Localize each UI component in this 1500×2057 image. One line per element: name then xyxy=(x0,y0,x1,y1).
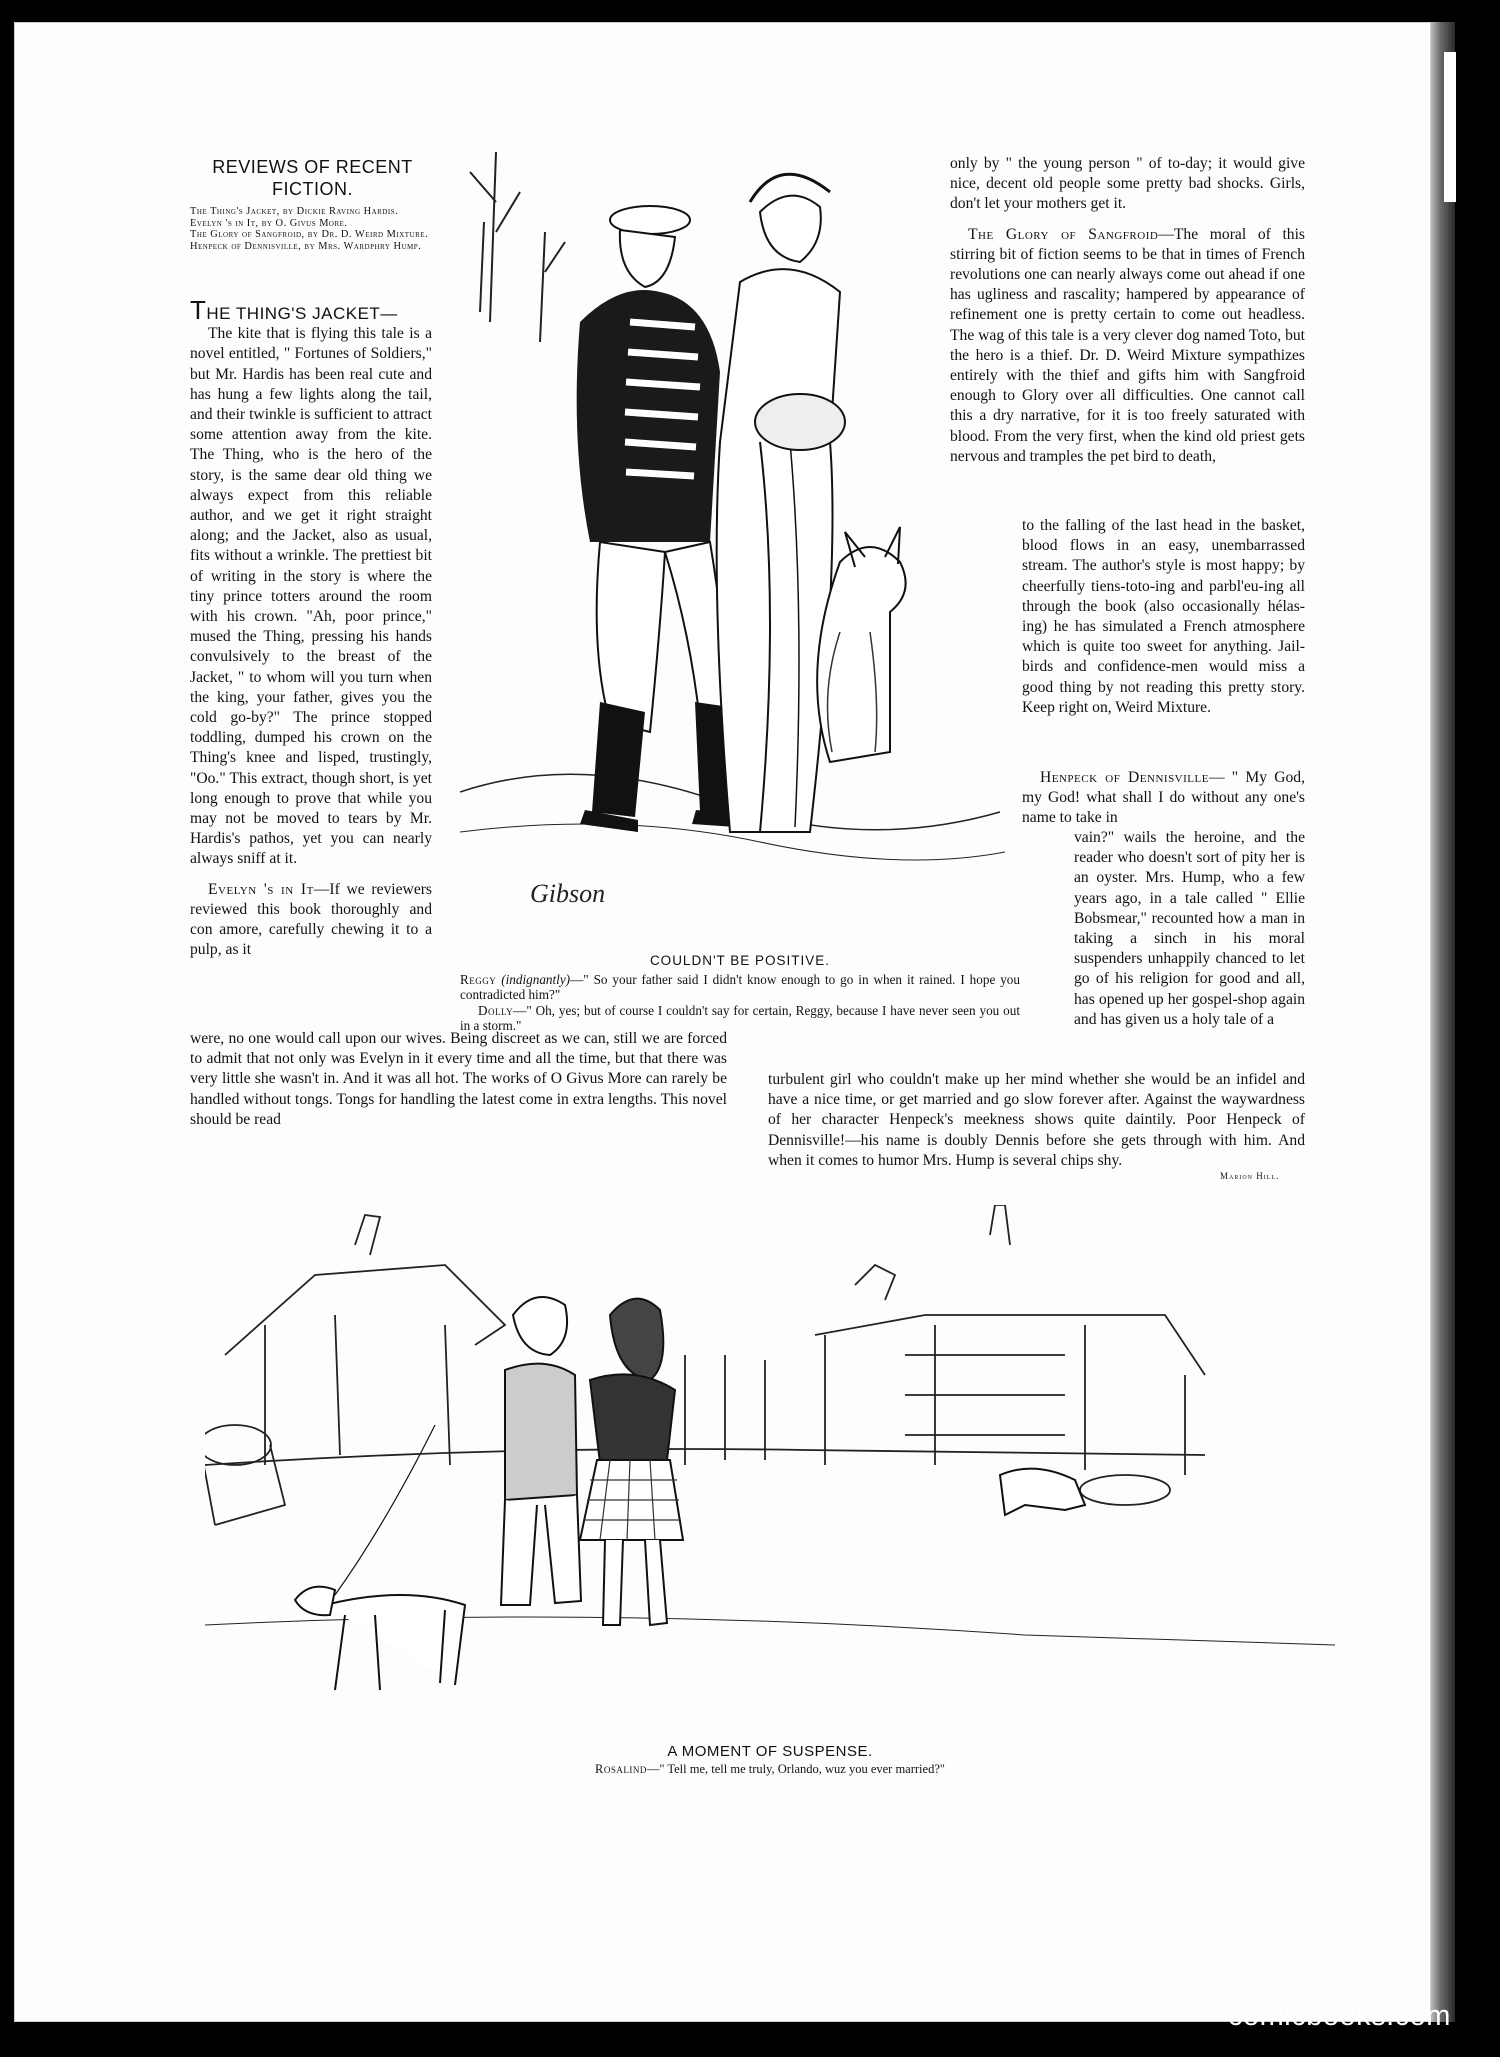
cartoon1-title: COULDN'T BE POSITIVE. xyxy=(649,953,831,968)
henpeck-review-end: turbulent girl who couldn't make up her mind whether she would be an infidel and have a nice time, or get married and go slow forever after. Against the waywardness of her character Henpeck's meekness shows quite daintily. Poor Henpeck of Dennisville!—his name is doubly Dennis before she gets through with him. And when it comes to humor Mrs. Hump is several chips shy. xyxy=(768,1071,1305,1169)
review-signature: Marion Hill. xyxy=(1220,1171,1280,1181)
cartoon2-line: Rosalind—" Tell me, tell me truly, Orlando, wuz you ever married?" xyxy=(595,1762,945,1776)
toc-item: Evelyn 's in It, by O. Givus More. xyxy=(190,217,348,229)
cartoon2-title: A MOMENT OF SUSPENSE. xyxy=(667,1743,873,1760)
glory-review-continued: to the falling of the last head in the basket, blood flows in an easy, unembarrassed stream. The author's style is most happy; by cheerfully tiens-toto-ing and parbl'eu-ing all through the book (also occasionally hélas-ing) he has simulated a French atmosphere which is quite too sweet for anything. Jail-birds and confidence-men would miss a good thing by not reading this pretty story. Keep right on, Weird Mixture. xyxy=(1022,517,1305,716)
cartoon1-line2: Dolly—" Oh, yes; but of course I couldn't say for certain, Reggy, because I have never seen you out in a storm." xyxy=(460,1002,1020,1034)
toc-item: The Thing's Jacket, by Dickie Raving Hardis. xyxy=(190,206,399,217)
left-column xyxy=(190,295,432,961)
glory-review: The Glory of Sangfroid—The moral of this stirring bit of fiction seems to be that in times of French revolutions one can nearly always come out ahead if one has ugliness and rascality; hampered by appearance of refinement one is pretty certain to come out headless. The wag of this tale is a very clever dog named Toto, but the hero is a thief. Dr. D. Weird Mixture sympathizes entirely with the thief and gifts him with Sangfroid enough to Glory over all difficulties. One cannot call this a dry narrative, for it is too freely saturated with blood. From the very first, when the kind old priest gets nervous and tramples the pet bird to death, xyxy=(950,225,1306,465)
things-jacket-heading: THE THING'S JACKET— xyxy=(190,295,398,325)
page-tab xyxy=(1444,52,1456,202)
page-binding-edge xyxy=(1431,22,1455,2022)
evelyn-review-end: only by " the young person " of to-day; it would give nice, decent old people some pretty bad shocks. Girls, don't let your mothers get it. xyxy=(950,155,1305,213)
evelyn-review-continued: were, no one would call upon our wives. Being discreet as we can, still we are forced to admit that not only was Evelyn in it every time and all the time, but that there was very little she wasn't in. And it was all hot. The works of O Givus More can rarely be handled without tongs. Tongs for handling the latest come in extra lengths. This novel should be read xyxy=(190,1030,727,1128)
cartoon1-caption xyxy=(460,953,1020,1034)
henpeck-review-start: Henpeck of Dennisville— " My God, my God! what shall I do without any one's name to take in xyxy=(1022,769,1305,827)
henpeck-review-middle: vain?" wails the heroine, and the reader who doesn't sort of pity her is an oyster. Mrs. Hump, who a few years ago, in a tale called " Ellie Bobsmear," recounted how a man in taking a sinch in his moral suspenders unhappily chanced to let go of his religion for good and all, has opened up her gospel-shop again and has given us a holy tale of a xyxy=(1074,829,1305,1028)
reviews-title: REVIEWS OF RECENT FICTION. xyxy=(212,157,413,199)
cat-figure xyxy=(1000,1469,1085,1515)
svg-text:Gibson: Gibson xyxy=(530,879,606,908)
girl-figure xyxy=(580,1299,683,1625)
things-jacket-review: The kite that is flying this tale is a novel entitled, " Fortunes of Soldiers," but Mr. Hardis has been real cute and has hung a few lights along the tail, and their twinkle is sufficient to attract some attention away from the kite. The Thing, who is the hero of the story, is the same dear old thing we always expect from this reliable author, and we get it right straight along; and the Jacket, also as usual, fits without a wrinkle. The prettiest bit of writing in the story is where the tiny prince totters around the room with his crown. "Ah, poor prince," mused the Thing, pressing his hands convulsively to the breast of the Jacket, " to whom will you turn when the king, your father, gives you the cold go-by?" The prince stopped toddling, dumped his crown on the Thing's knee and lisped, trustingly, "Oo." This extract, though short, is yet long enough to prove that while you may not be moved to tears by Mr. Hardis's pathos, yet you can nearly always sniff at it. xyxy=(190,325,432,868)
watermark: comicbooks.com xyxy=(1228,2000,1451,2032)
cartoon1-line1: Reggy (indignantly)—" So your father said I didn't know enough to go in when it rained. I hope you contradicted him?" xyxy=(460,971,1020,1003)
scan-border xyxy=(1455,0,1500,2057)
children-in-yard-illustration xyxy=(205,1205,1335,1735)
reviews-contents xyxy=(190,206,450,252)
toc-item: The Glory of Sangfroid, by Dr. D. Weird Mixture. xyxy=(190,229,429,241)
small-dog-figure xyxy=(295,1425,465,1690)
evelyn-review-start: Evelyn 's in It—If we reviewers reviewed this book thoroughly and con amore, carefully chewing it to a pulp, as it xyxy=(190,880,432,959)
couple-with-dog-illustration xyxy=(460,112,1005,948)
boy-figure xyxy=(501,1297,581,1605)
cartoon2-caption xyxy=(460,1743,1080,1777)
toc-item: Henpeck of Dennisville, by Mrs. Wardphry Hump. xyxy=(190,240,422,252)
